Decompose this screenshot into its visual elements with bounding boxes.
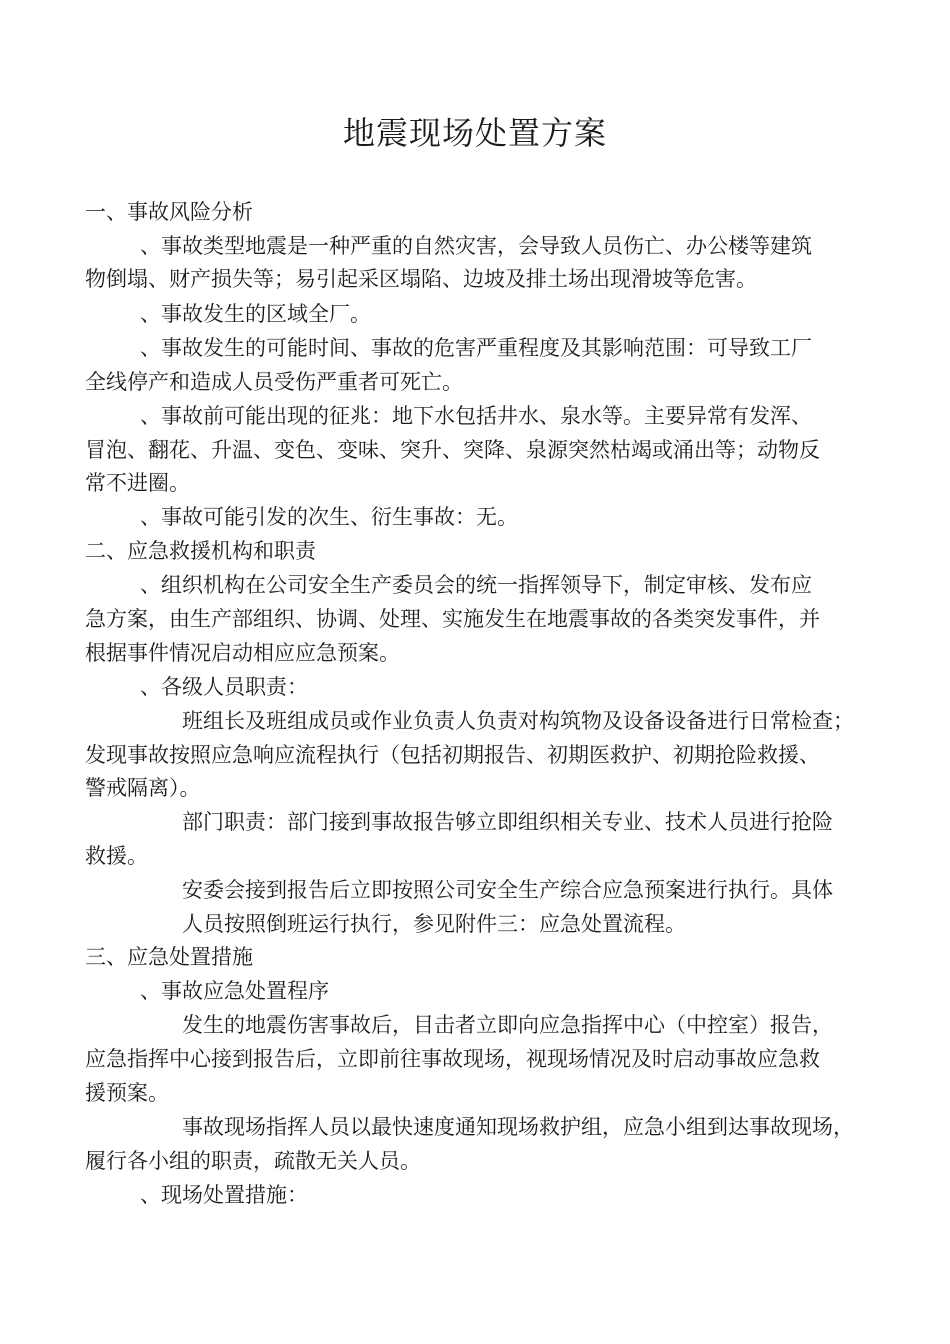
paragraph-line: 发生的地震伤害事故后，目击者立即向应急指挥中心（中控室）报告，: [182, 1013, 833, 1037]
paragraph-line: 、事故前可能出现的征兆：地下水包括井水、泉水等。主要异常有发浑、: [140, 404, 812, 428]
paragraph-line: 冒泡、翻花、升温、变色、变味、突升、突降、泉源突然枯竭或涌出等；动物反: [85, 438, 820, 462]
paragraph-line: 人员按照倒班运行执行，参见附件三：应急处置流程。: [182, 912, 686, 936]
paragraph-line: 常不进圈。: [85, 471, 190, 495]
paragraph-line: 应急指挥中心接到报告后，立即前往事故现场，视现场情况及时启动事故应急救: [85, 1047, 820, 1071]
paragraph-line: 事故现场指挥人员以最快速度通知现场救护组，应急小组到达事故现场，: [182, 1115, 854, 1139]
paragraph-line: 发现事故按照应急响应流程执行（包括初期报告、初期医救护、初期抢险救援、: [85, 743, 820, 767]
section-heading: 二、应急救援机构和职责: [85, 539, 316, 563]
paragraph-line: 根据事件情况启动相应应急预案。: [85, 641, 400, 665]
section-heading: 三、应急处置措施: [85, 945, 253, 969]
paragraph-line: 救援。: [85, 844, 148, 868]
paragraph-line: 、组织机构在公司安全生产委员会的统一指挥领导下，制定审核、发布应: [140, 573, 812, 597]
paragraph-line: 、事故发生的区域全厂。: [140, 302, 371, 326]
paragraph-line: 、事故类型地震是一种严重的自然灾害，会导致人员伤亡、办公楼等建筑: [140, 234, 812, 258]
paragraph-line: 、事故发生的可能时间、事故的危害严重程度及其影响范围：可导致工厂: [140, 336, 812, 360]
paragraph-line: 急方案，由生产部组织、协调、处理、实施发生在地震事故的各类突发事件，并: [85, 607, 820, 631]
paragraph-line: 部门职责：部门接到事故报告够立即组织相关专业、技术人员进行抢险: [182, 810, 833, 834]
paragraph-line: 履行各小组的职责，疏散无关人员。: [85, 1149, 421, 1173]
paragraph-line: 警戒隔离）。: [85, 776, 201, 800]
paragraph-line: 援预案。: [85, 1081, 169, 1105]
section-heading: 一、事故风险分析: [85, 200, 253, 224]
paragraph-line: 、各级人员职责：: [140, 675, 308, 699]
paragraph-line: 、现场处置措施：: [140, 1183, 308, 1207]
document-title: 地震现场处置方案: [342, 114, 607, 152]
paragraph-line: 、事故应急处置程序: [140, 979, 329, 1003]
paragraph-line: 安委会接到报告后立即按照公司安全生产综合应急预案进行执行。具体: [182, 878, 833, 902]
paragraph-line: 班组长及班组成员或作业负责人负责对构筑物及设备设备进行日常检查；: [182, 709, 854, 733]
paragraph-line: 、事故可能引发的次生、衍生事故：无。: [140, 505, 518, 529]
paragraph-line: 全线停产和造成人员受伤严重者可死亡。: [85, 370, 463, 394]
paragraph-line: 物倒塌、财产损失等；易引起采区塌陷、边坡及排土场出现滑坡等危害。: [85, 267, 757, 291]
